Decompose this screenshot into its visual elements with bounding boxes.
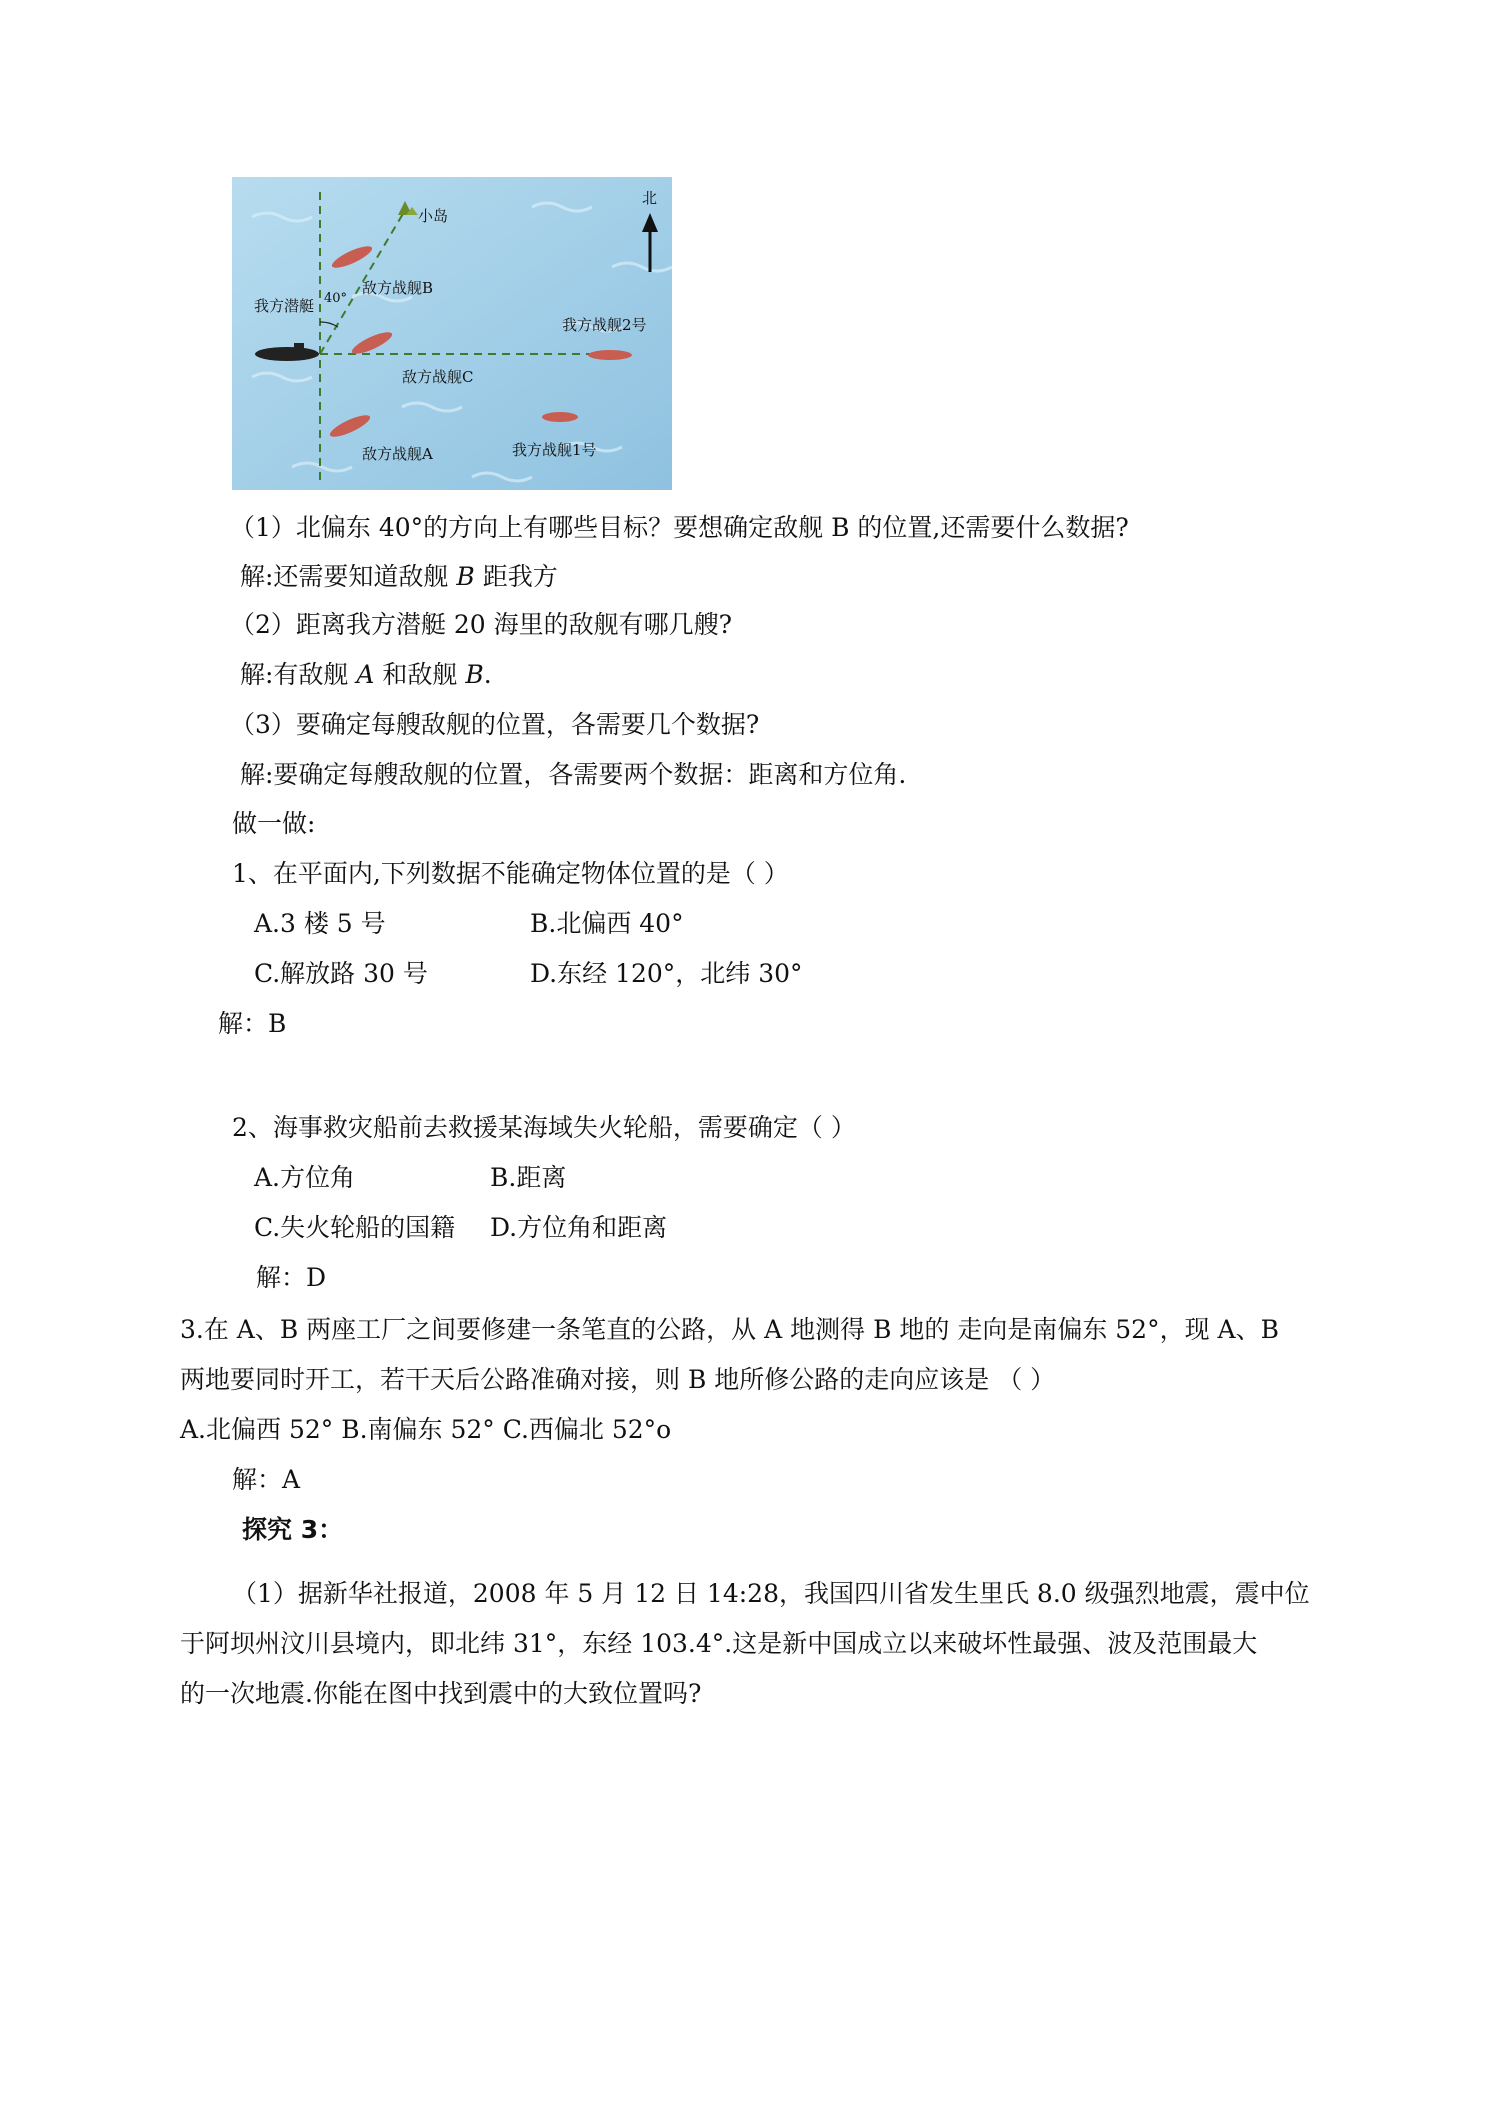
exercise-2-option-a: A.方位角 — [254, 1163, 356, 1192]
answer-3: 解:要确定每艘敌舰的位置，各需要两个数据：距离和方位角. — [240, 760, 907, 789]
exercise-2-option-d: D.方位角和距离 — [490, 1213, 668, 1242]
exercise-1-option-d: D.东经 120°，北纬 30° — [530, 959, 803, 988]
north-label: 北 — [642, 189, 658, 207]
answer-1: 解:还需要知道敌舰 B 距我方 — [240, 562, 558, 591]
exercise-2-question: 2、海事救灾船前去救援某海域失火轮船，需要确定（ ） — [232, 1113, 856, 1142]
explore-line-2: 于阿坝州汶川县境内，即北纬 31°，东经 103.4°.这是新中国成立以来破坏性最强、波及范围最大 — [180, 1629, 1258, 1658]
exercise-1-question: 1、在平面内,下列数据不能确定物体位置的是（ ） — [232, 859, 789, 888]
practice-title: 做一做: — [232, 809, 316, 838]
exercise-1-answer: 解：B — [218, 1009, 287, 1038]
explore-line-1: （1）据新华社报道，2008 年 5 月 12 日 14:28，我国四川省发生里氏 8.0 级强烈地震，震中位 — [232, 1579, 1310, 1608]
island-label: 小岛 — [418, 207, 449, 225]
exercise-1-option-c: C.解放路 30 号 — [254, 959, 428, 988]
exercise-3-line-1: 3.在 A、B 两座工厂之间要修建一条笔直的公路，从 A 地测得 B 地的 走向是南偏东 52°，现 A、B — [180, 1315, 1279, 1344]
exercise-2-option-c: C.失火轮船的国籍 — [254, 1213, 456, 1242]
submarine-label: 我方潜艇 — [254, 297, 315, 315]
question-3: （3）要确定每艘敌舰的位置，各需要几个数据? — [230, 710, 760, 739]
ship-position-diagram — [232, 177, 672, 490]
exercise-3-options: A.北偏西 52° B.南偏东 52° C.西偏北 52°o — [180, 1415, 672, 1444]
explore-title: 探究 3： — [242, 1515, 344, 1544]
our-ship-2-label: 我方战舰2号 — [562, 316, 647, 334]
our-ship-1-label: 我方战舰1号 — [512, 441, 597, 459]
exercise-1-option-b: B.北偏西 40° — [530, 909, 684, 938]
exercise-3-line-2: 两地要同时开工，若干天后公路准确对接，则 B 地所修公路的走向应该是 （ ） — [180, 1365, 1056, 1394]
our-ship-1-icon — [542, 412, 578, 422]
answer-2: 解:有敌舰 A 和敌舰 B. — [240, 660, 492, 689]
explore-line-3: 的一次地震.你能在图中找到震中的大致位置吗? — [180, 1679, 702, 1708]
angle-label: 40° — [324, 291, 348, 306]
enemy-c-label: 敌方战舰C — [402, 368, 474, 386]
exercise-3-answer: 解：A — [232, 1465, 301, 1494]
exercise-2-answer: 解：D — [256, 1263, 327, 1292]
our-ship-2-icon — [588, 350, 632, 360]
question-2: （2）距离我方潜艇 20 海里的敌舰有哪几艘? — [230, 610, 733, 639]
exercise-2-option-b: B.距离 — [490, 1163, 567, 1192]
exercise-1-option-a: A.3 楼 5 号 — [254, 909, 386, 938]
question-1: （1）北偏东 40°的方向上有哪些目标？要想确定敌舰 B 的位置,还需要什么数据? — [230, 513, 1129, 542]
enemy-a-label: 敌方战舰A — [362, 445, 433, 463]
enemy-b-label: 敌方战舰B — [362, 279, 434, 297]
